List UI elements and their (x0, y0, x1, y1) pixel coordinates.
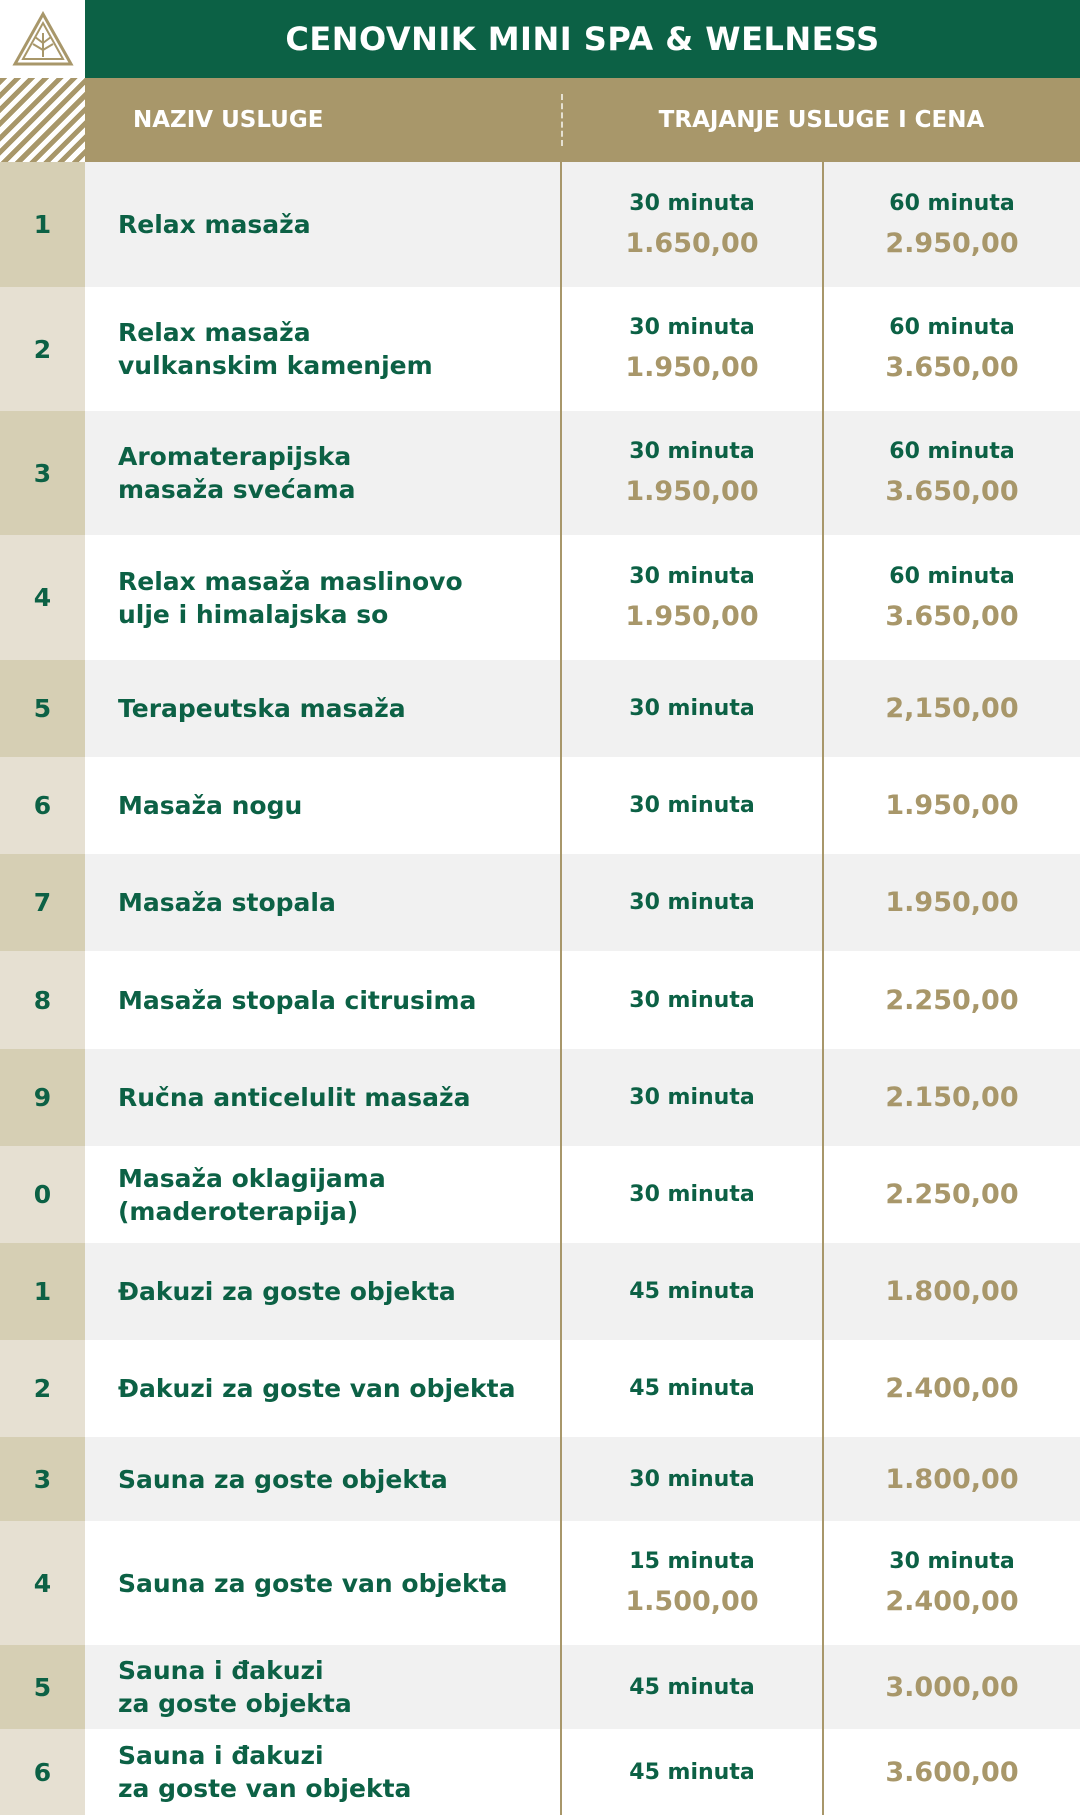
row-content (85, 951, 1080, 1049)
row-content (85, 1243, 1080, 1340)
logo (0, 0, 85, 78)
duration-label: 60 minuta (889, 439, 1015, 464)
duration-label: 60 minuta (889, 563, 1015, 589)
row-number: 8 (0, 951, 85, 1049)
row-number: 0 (0, 1146, 85, 1243)
header-duration-price: TRAJANJE USLUGE I CENA (658, 107, 985, 133)
duration-cell (560, 1049, 822, 1146)
duration-cell (560, 1521, 822, 1645)
row-number: 4 (0, 535, 85, 660)
price-value: 2.150,00 (885, 1082, 1019, 1113)
duration-cell (560, 1437, 822, 1521)
price-cell (822, 854, 1080, 951)
duration-label: 30 minuta (629, 890, 755, 915)
duration-cell (560, 757, 822, 854)
table-row (0, 1146, 1080, 1243)
duration-label: 30 minuta (629, 987, 755, 1013)
service-name: Relax masaža maslinovo ulje i himalajska so (118, 566, 463, 629)
duration-label: 30 minuta (629, 315, 755, 340)
table-row (0, 951, 1080, 1049)
row-number: 5 (0, 1645, 85, 1729)
table-row (0, 660, 1080, 757)
row-number: 6 (0, 757, 85, 854)
row-number: 4 (0, 1521, 85, 1645)
service-name: Relax masaža vulkanskim kamenjem (118, 318, 433, 380)
price-cell (822, 1243, 1080, 1340)
price-value: 3.650,00 (885, 476, 1019, 507)
price-value: 3.600,00 (885, 1756, 1019, 1788)
row-content (85, 757, 1080, 854)
header-service-name: NAZIV USLUGE (133, 107, 324, 133)
service-name: Masaža stopala citrusima (118, 985, 477, 1015)
price-cell (822, 660, 1080, 757)
table-row (0, 757, 1080, 854)
price-value: 2,150,00 (885, 693, 1019, 724)
duration-label: 60 minuta (889, 315, 1015, 340)
price-cell (822, 757, 1080, 854)
table-row (0, 854, 1080, 951)
table-row (0, 411, 1080, 535)
price-value: 1.950,00 (625, 352, 759, 383)
price-cell (822, 951, 1080, 1049)
triangle-leaf-icon (12, 11, 74, 67)
duration-cell (560, 535, 822, 660)
table-row (0, 287, 1080, 411)
row-content (85, 162, 1080, 287)
service-name: Masaža nogu (118, 791, 303, 820)
duration-label: 30 minuta (629, 439, 755, 464)
price-value: 2.250,00 (885, 984, 1019, 1016)
service-name: Terapeutska masaža (118, 694, 406, 723)
row-number: 1 (0, 162, 85, 287)
header-stripe-decoration (0, 78, 85, 162)
service-name: Aromaterapijska masaža svećama (118, 442, 356, 504)
row-number: 5 (0, 660, 85, 757)
service-name: Sauna i đakuzi za goste van objekta (118, 1741, 412, 1803)
price-value: 2.950,00 (885, 227, 1019, 259)
duration-label: 30 minuta (629, 1466, 755, 1492)
service-name: Đakuzi za goste van objekta (118, 1374, 516, 1403)
duration-cell (560, 1146, 822, 1243)
price-value: 1.950,00 (885, 790, 1019, 821)
duration-label: 30 minuta (889, 1549, 1015, 1574)
service-name: Sauna za goste objekta (118, 1464, 448, 1494)
table-row (0, 1437, 1080, 1521)
table-row (0, 1243, 1080, 1340)
price-cell (822, 1340, 1080, 1437)
table-header (0, 78, 1080, 162)
price-value: 1.650,00 (625, 227, 759, 259)
duration-label: 30 minuta (629, 1182, 755, 1207)
service-name: Masaža oklagijama (maderoterapija) (118, 1163, 386, 1226)
duration-label: 30 minuta (629, 1085, 755, 1110)
row-content (85, 1146, 1080, 1243)
price-value: 3.650,00 (885, 352, 1019, 383)
service-name: Sauna i đakuzi za goste objekta (118, 1656, 352, 1718)
duration-label: 15 minuta (629, 1549, 755, 1574)
service-name: Masaža stopala (118, 888, 336, 917)
row-content (85, 1521, 1080, 1645)
price-value: 1.950,00 (625, 600, 759, 632)
price-value: 1.500,00 (625, 1586, 759, 1617)
duration-label: 30 minuta (629, 696, 755, 721)
row-number: 3 (0, 1437, 85, 1521)
price-cell (822, 1729, 1080, 1815)
table-row (0, 1521, 1080, 1645)
table-row (0, 1340, 1080, 1437)
row-number: 2 (0, 287, 85, 411)
row-content (85, 1340, 1080, 1437)
price-value: 1.950,00 (885, 887, 1019, 918)
table-row (0, 1645, 1080, 1729)
price-value: 3.000,00 (885, 1671, 1019, 1703)
price-cell (822, 535, 1080, 660)
row-content (85, 660, 1080, 757)
duration-label: 30 minuta (629, 563, 755, 589)
row-content (85, 287, 1080, 411)
service-name: Đakuzi za goste objekta (118, 1277, 456, 1306)
duration-cell (560, 1645, 822, 1729)
duration-label: 45 minuta (629, 1759, 755, 1785)
duration-cell (560, 287, 822, 411)
duration-label: 30 minuta (629, 793, 755, 818)
price-value: 1.800,00 (885, 1463, 1019, 1495)
row-content (85, 1645, 1080, 1729)
duration-cell (560, 162, 822, 287)
price-cell (822, 162, 1080, 287)
row-content (85, 411, 1080, 535)
duration-cell (560, 1729, 822, 1815)
duration-label: 45 minuta (629, 1674, 755, 1700)
price-cell (822, 1645, 1080, 1729)
price-cell (822, 287, 1080, 411)
service-name: Relax masaža (118, 210, 311, 239)
price-value: 2.400,00 (885, 1586, 1019, 1617)
price-value: 2.400,00 (885, 1373, 1019, 1404)
table-row (0, 535, 1080, 660)
row-number: 3 (0, 411, 85, 535)
price-table (0, 162, 1080, 1815)
duration-cell (560, 411, 822, 535)
duration-cell (560, 660, 822, 757)
duration-cell (560, 1340, 822, 1437)
price-cell (822, 1049, 1080, 1146)
row-number: 2 (0, 1340, 85, 1437)
duration-cell (560, 854, 822, 951)
row-number: 1 (0, 1243, 85, 1340)
row-content (85, 1729, 1080, 1815)
title-row (0, 0, 1080, 78)
row-number: 7 (0, 854, 85, 951)
duration-label: 45 minuta (629, 1376, 755, 1401)
duration-label: 30 minuta (629, 190, 755, 216)
duration-cell (560, 951, 822, 1049)
row-content (85, 1437, 1080, 1521)
table-row (0, 162, 1080, 287)
price-cell (822, 1521, 1080, 1645)
duration-label: 60 minuta (889, 190, 1015, 216)
row-number: 9 (0, 1049, 85, 1146)
price-value: 1.950,00 (625, 476, 759, 507)
table-row (0, 1729, 1080, 1815)
row-content (85, 535, 1080, 660)
service-name: Ručna anticelulit masaža (118, 1083, 471, 1112)
price-value: 2.250,00 (885, 1179, 1019, 1210)
page-title: CENOVNIK MINI SPA & WELNESS (85, 0, 1080, 78)
duration-cell (560, 1243, 822, 1340)
table-row (0, 1049, 1080, 1146)
row-number: 6 (0, 1729, 85, 1815)
price-value: 1.800,00 (885, 1276, 1019, 1307)
duration-label: 45 minuta (629, 1279, 755, 1304)
price-cell (822, 1437, 1080, 1521)
price-cell (822, 1146, 1080, 1243)
row-content (85, 1049, 1080, 1146)
service-name: Sauna za goste van objekta (118, 1568, 508, 1598)
price-value: 3.650,00 (885, 600, 1019, 632)
row-content (85, 854, 1080, 951)
price-cell (822, 411, 1080, 535)
